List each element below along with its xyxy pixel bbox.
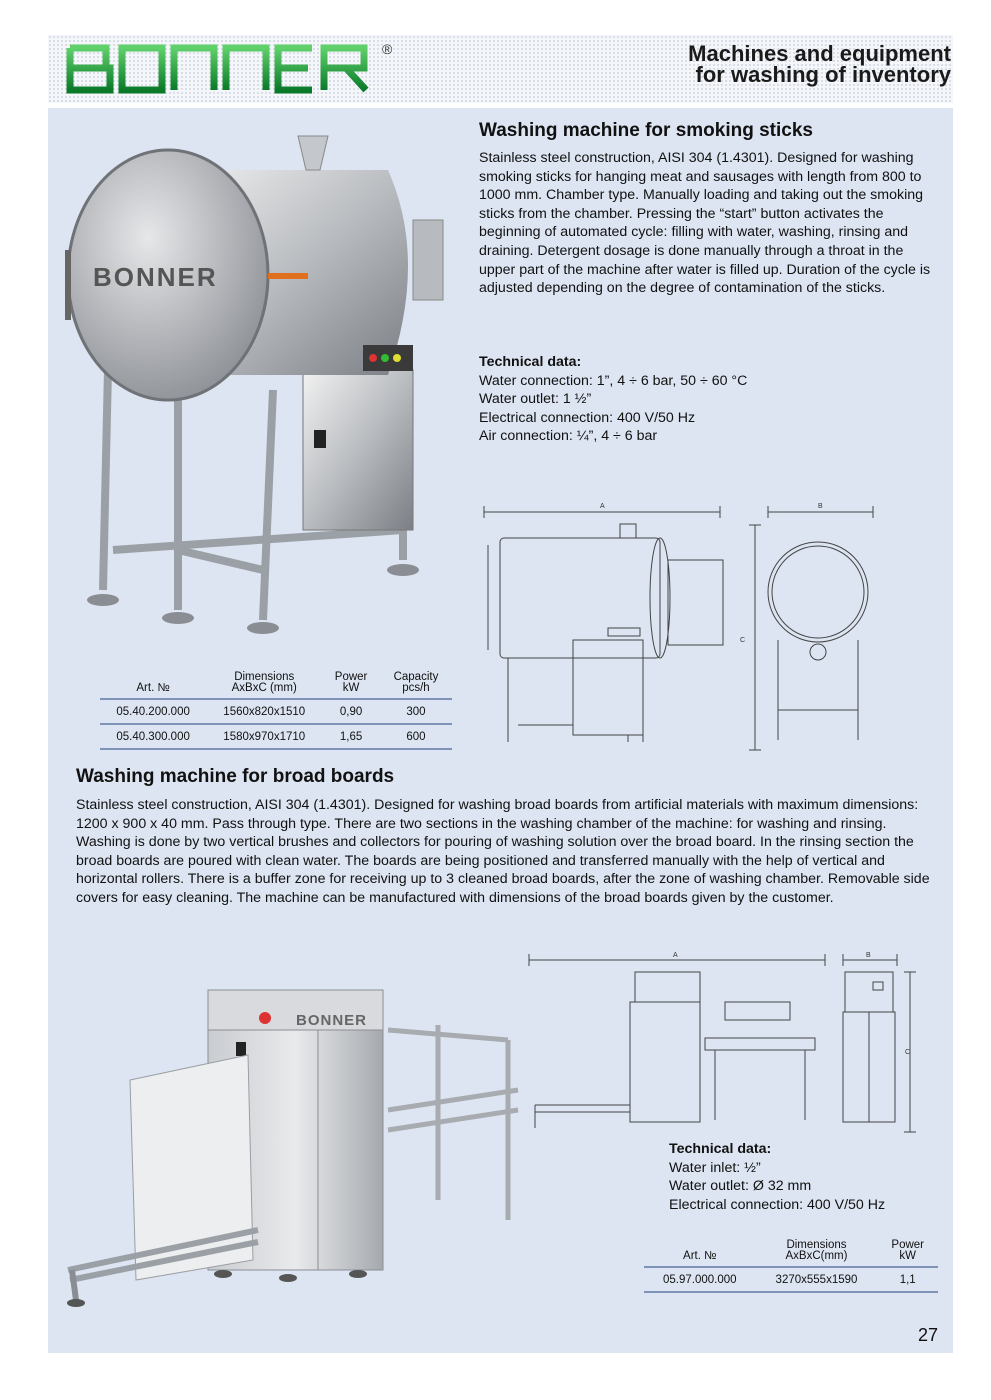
- tech-line: Water outlet: 1 ½”: [479, 391, 592, 408]
- tech-title: Technical data:: [479, 354, 582, 370]
- table-row: 05.97.000.000 3270x555x1590 1,1: [644, 1267, 938, 1292]
- tech-line: Electrical connection: 400 V/50 Hz: [479, 409, 696, 426]
- page-number: 27: [918, 1325, 939, 1345]
- drawing2-label-b: B: [866, 952, 871, 959]
- tech-line: Air connection: ¼”, 4 ÷ 6 bar: [479, 428, 658, 445]
- machine1-brand-label: BONNER: [93, 262, 218, 292]
- section2-description: Stainless steel construction, AISI 304 (1.4301). Designed for washing broad boards from artificial materials with maximum dimensions: 1200 x 900 x 40 mm. Pass through type. There are two sections in the washing chamber of the machine: for washing and rinsing. Washing is done by two vertical brushes and collectors for pouring of washing solution over the broad board. In the rinsing section the broad boards are poured with clean water. The boards are being positioned and transferred manually with the help of vertical and horizontal rollers. There is a buffer zone for receiving up to 3 cleaned broad boards, after the zone of washing chamber. Removable side covers for easy cleaning. The machine can be manufactured with dimensions of the broad boards given by the customer.: [76, 797, 930, 906]
- smoking-stick-washer-image: [58, 130, 448, 640]
- drawing1-label-c: C: [740, 637, 746, 644]
- machine2-brand-label: BONNER: [296, 1012, 368, 1029]
- table-row: 05.40.300.000 1580x970x1710 1,65 600: [100, 724, 452, 749]
- table-header-row: [644, 1240, 938, 1267]
- table-row: 05.40.200.000 1560x820x1510 0,90 300: [100, 699, 452, 724]
- tech-title: Technical data:: [669, 1141, 772, 1157]
- broad-board-washer-drawing: [525, 950, 925, 1140]
- drawing1-label-b: B: [818, 503, 823, 510]
- registered-mark: ®: [382, 41, 393, 57]
- drawing2-label-c: C: [905, 1049, 911, 1056]
- table-header: Capacity pcs/h: [393, 671, 439, 694]
- table-header: Art. №: [136, 682, 170, 694]
- tech-line: Water inlet: ½”: [669, 1159, 761, 1176]
- drawing2-label-a: A: [673, 952, 678, 959]
- tech-line: Electrical connection: 400 V/50 Hz: [669, 1196, 886, 1213]
- section1-tech-data: [479, 353, 747, 446]
- table-header: Dimensions AxBxC(mm): [785, 1239, 848, 1262]
- bonner-logo: [64, 40, 404, 98]
- section1-description: Stainless steel construction, AISI 304 (1.4301). Designed for washing smoking sticks for hanging meat and sausages with length from 800 to 1000 mm. Chamber type. Manually loading and taking out the smoking sticks from the chamber. Pressing the “start” button activates the beginning of automated cycle: filling with water, washing, rinsing and draining. Detergent dosage is done manually through a throat in the upper part of the machine after water is filled up. Duration of the cycle is adjusted depending on the degree of contamination of the sticks.: [479, 150, 931, 297]
- table-header: Power kW: [334, 671, 368, 694]
- smoking-stick-washer-drawing: [478, 500, 888, 760]
- table-header: Power kW: [891, 1239, 925, 1262]
- section1-title: Washing machine for smoking sticks: [479, 120, 813, 141]
- spec-table-1: [100, 672, 452, 750]
- drawing1-label-a: A: [600, 503, 605, 510]
- spec-table-2: [644, 1240, 938, 1293]
- tech-line: Water outlet: Ø 32 mm: [669, 1178, 812, 1195]
- page-title: Machines and equipment for washing of inventory: [688, 41, 951, 87]
- table-header-row: [100, 672, 452, 699]
- broad-board-washer-image: [58, 970, 528, 1310]
- section2-tech-data: [669, 1140, 885, 1214]
- table-header: Art. №: [683, 1250, 717, 1262]
- table-header: Dimensions AxBxC (mm): [231, 671, 297, 694]
- tech-line: Water connection: 1”, 4 ÷ 6 bar, 50 ÷ 60 °C: [479, 372, 748, 389]
- section2-title: Washing machine for broad boards: [76, 766, 395, 787]
